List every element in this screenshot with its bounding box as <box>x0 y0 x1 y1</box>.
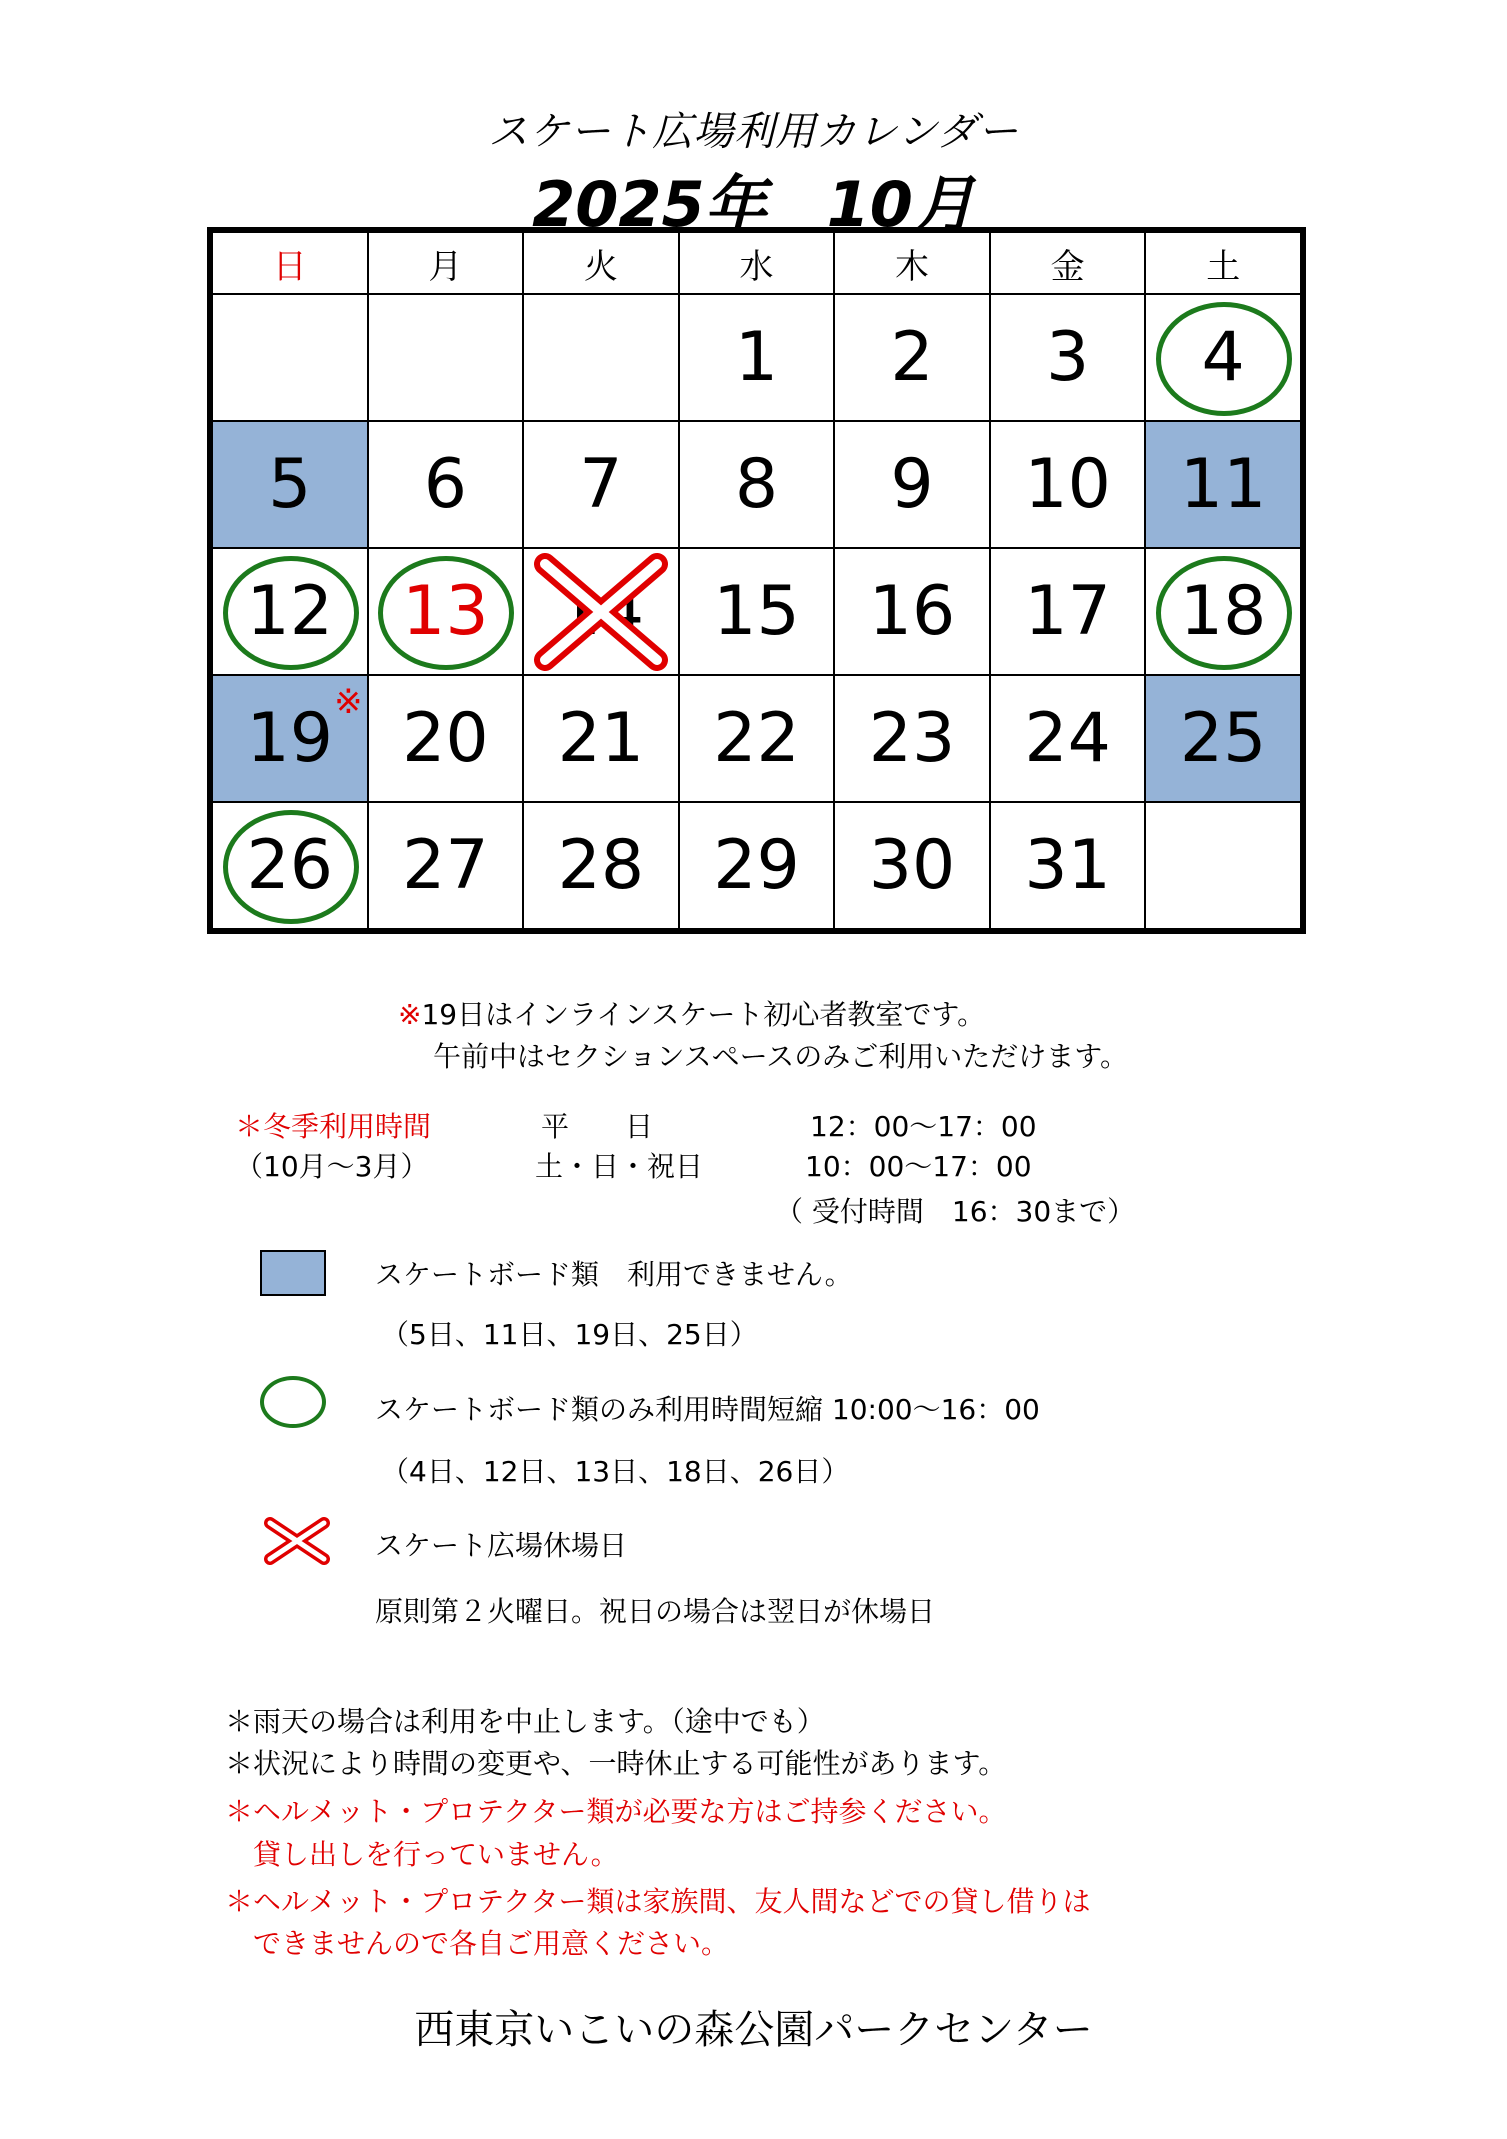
day-number: 23 <box>868 699 956 778</box>
reception-time: （ 受付時間 16：30まで） <box>775 1195 1136 1228</box>
day-number: 3 <box>1045 318 1090 397</box>
day-cell-27 <box>368 802 524 929</box>
legend-green-circle-icon <box>260 1376 326 1428</box>
notice-2: ＊ヘルメット・プロテクター類が必要な方はご持参ください。 <box>225 1795 1007 1828</box>
day-number: 18 <box>1179 572 1267 651</box>
day-number: 2 <box>890 318 934 397</box>
day-number: 4 <box>1201 318 1245 397</box>
day-number: 19 <box>246 699 334 778</box>
day-number: 6 <box>423 445 467 524</box>
day-number: 10 <box>1024 445 1111 524</box>
day-cell-15 <box>679 548 835 675</box>
empty-day-cell <box>368 294 524 421</box>
calendar-title: スケート広場利用カレンダー <box>488 109 1019 155</box>
notice-4: ＊ヘルメット・プロテクター類は家族間、友人間などでの貸し借りは <box>225 1885 1091 1918</box>
day-cell-9 <box>834 421 990 548</box>
day-cell-23 <box>834 675 990 802</box>
day-cell-22 <box>679 675 835 802</box>
day-number: 29 <box>713 826 800 905</box>
week-row <box>212 294 1301 421</box>
legend-red-cross-icon <box>262 1517 332 1565</box>
winter-hours-period: （10月〜3月） <box>235 1150 429 1183</box>
day-number: 9 <box>890 445 934 524</box>
day-number: 11 <box>1179 445 1267 524</box>
day-cell-3 <box>990 294 1146 421</box>
footer-organization: 西東京いこいの森公園パークセンター <box>414 2007 1093 2053</box>
day-cell-5 <box>212 421 368 548</box>
day-cell-16 <box>834 548 990 675</box>
week-row <box>212 802 1301 929</box>
day-number: 15 <box>713 572 800 651</box>
legend-cross-note: 原則第２火曜日。祝日の場合は翌日が休場日 <box>375 1595 936 1628</box>
day-number: 16 <box>868 572 956 651</box>
day-number: 21 <box>557 699 645 778</box>
day-cell-29 <box>679 802 835 929</box>
weekday-mon: 月 <box>368 232 524 294</box>
year-label: 2025年 <box>532 168 767 241</box>
day-cell-19 <box>212 675 368 802</box>
day-cell-26 <box>212 802 368 929</box>
day-number: 22 <box>713 699 800 778</box>
day-number: 5 <box>268 445 312 524</box>
day-number: 25 <box>1179 699 1267 778</box>
weekend-hours-label: 土・日・祝日 <box>535 1150 704 1183</box>
note-text-1: 19日はインラインスケート初心者教室です。 <box>421 998 986 1031</box>
note-line-2: 午前中はセクションスペースのみご利用いただけます。 <box>433 1040 1128 1073</box>
legend-circle-text: スケートボード類のみ利用時間短縮 10:00〜16：00 <box>375 1393 1040 1426</box>
weekday-sat: 土 <box>1145 232 1301 294</box>
weekday-fri: 金 <box>990 232 1146 294</box>
empty-day-cell <box>523 294 679 421</box>
day-cell-2 <box>834 294 990 421</box>
day-cell-8 <box>679 421 835 548</box>
day-cell-7 <box>523 421 679 548</box>
empty-day-cell <box>1145 802 1301 929</box>
weekend-hours-time: 10：00〜17：00 <box>805 1150 1032 1183</box>
day-number: 12 <box>246 572 334 651</box>
legend-circle-days: （4日、12日、13日、18日、26日） <box>381 1455 850 1488</box>
note-line-1 <box>398 993 985 1033</box>
notice-0: ＊雨天の場合は利用を中止します。（途中でも） <box>225 1705 825 1738</box>
day-number: 30 <box>868 826 956 905</box>
day-cell-6 <box>368 421 524 548</box>
notice-5: できませんので各自ご用意ください。 <box>225 1927 730 1960</box>
note-mark-icon: ※ <box>334 682 363 722</box>
day-cell-28 <box>523 802 679 929</box>
day-cell-24 <box>990 675 1146 802</box>
closed-day-cross-icon <box>531 552 671 672</box>
day-cell-18 <box>1145 548 1301 675</box>
note-symbol: ※ <box>398 998 422 1031</box>
day-cell-30 <box>834 802 990 929</box>
day-cell-4 <box>1145 294 1301 421</box>
weekday-hours-label: 平 日 <box>541 1110 654 1143</box>
legend-blue-text: スケートボード類 利用できません。 <box>375 1258 853 1291</box>
day-cell-10 <box>990 421 1146 548</box>
notice-3: 貸し出しを行っていません。 <box>225 1838 619 1871</box>
day-number: 7 <box>579 445 623 524</box>
weekday-hours-time: 12：00〜17：00 <box>810 1110 1037 1143</box>
day-cell-11 <box>1145 421 1301 548</box>
day-number: 26 <box>246 826 334 905</box>
day-number: 1 <box>734 318 779 397</box>
day-number: 20 <box>402 699 489 778</box>
day-number: 24 <box>1024 699 1111 778</box>
day-number: 28 <box>557 826 645 905</box>
weekday-sun: 日 <box>212 232 368 294</box>
week-row <box>212 421 1301 548</box>
winter-hours-label: ＊冬季利用時間 <box>235 1110 432 1143</box>
day-cell-31 <box>990 802 1146 929</box>
day-cell-17 <box>990 548 1146 675</box>
day-cell-1 <box>679 294 835 421</box>
day-cell-20 <box>368 675 524 802</box>
week-row <box>212 675 1301 802</box>
day-number: 17 <box>1024 572 1111 651</box>
weekday-tue: 火 <box>523 232 679 294</box>
month-label: 10月 <box>826 168 975 241</box>
legend-cross-text: スケート広場休場日 <box>375 1529 628 1562</box>
day-cell-21 <box>523 675 679 802</box>
day-number: 13 <box>402 572 489 651</box>
legend-blue-swatch <box>260 1250 326 1296</box>
weekday-thu: 木 <box>834 232 990 294</box>
empty-day-cell <box>212 294 368 421</box>
day-number: 14 <box>557 572 645 651</box>
day-cell-13 <box>368 548 524 675</box>
day-number: 31 <box>1024 826 1111 905</box>
day-cell-12 <box>212 548 368 675</box>
day-cell-14 <box>523 548 679 675</box>
calendar-grid <box>207 227 1306 934</box>
week-row <box>212 548 1301 675</box>
day-cell-25 <box>1145 675 1301 802</box>
weekday-header-row <box>212 232 1301 294</box>
day-number: 27 <box>402 826 489 905</box>
weekday-wed: 水 <box>679 232 835 294</box>
day-number: 8 <box>734 445 779 524</box>
legend-blue-days: （5日、11日、19日、25日） <box>381 1318 758 1351</box>
notice-1: ＊状況により時間の変更や、一時休止する可能性があります。 <box>225 1747 1007 1780</box>
